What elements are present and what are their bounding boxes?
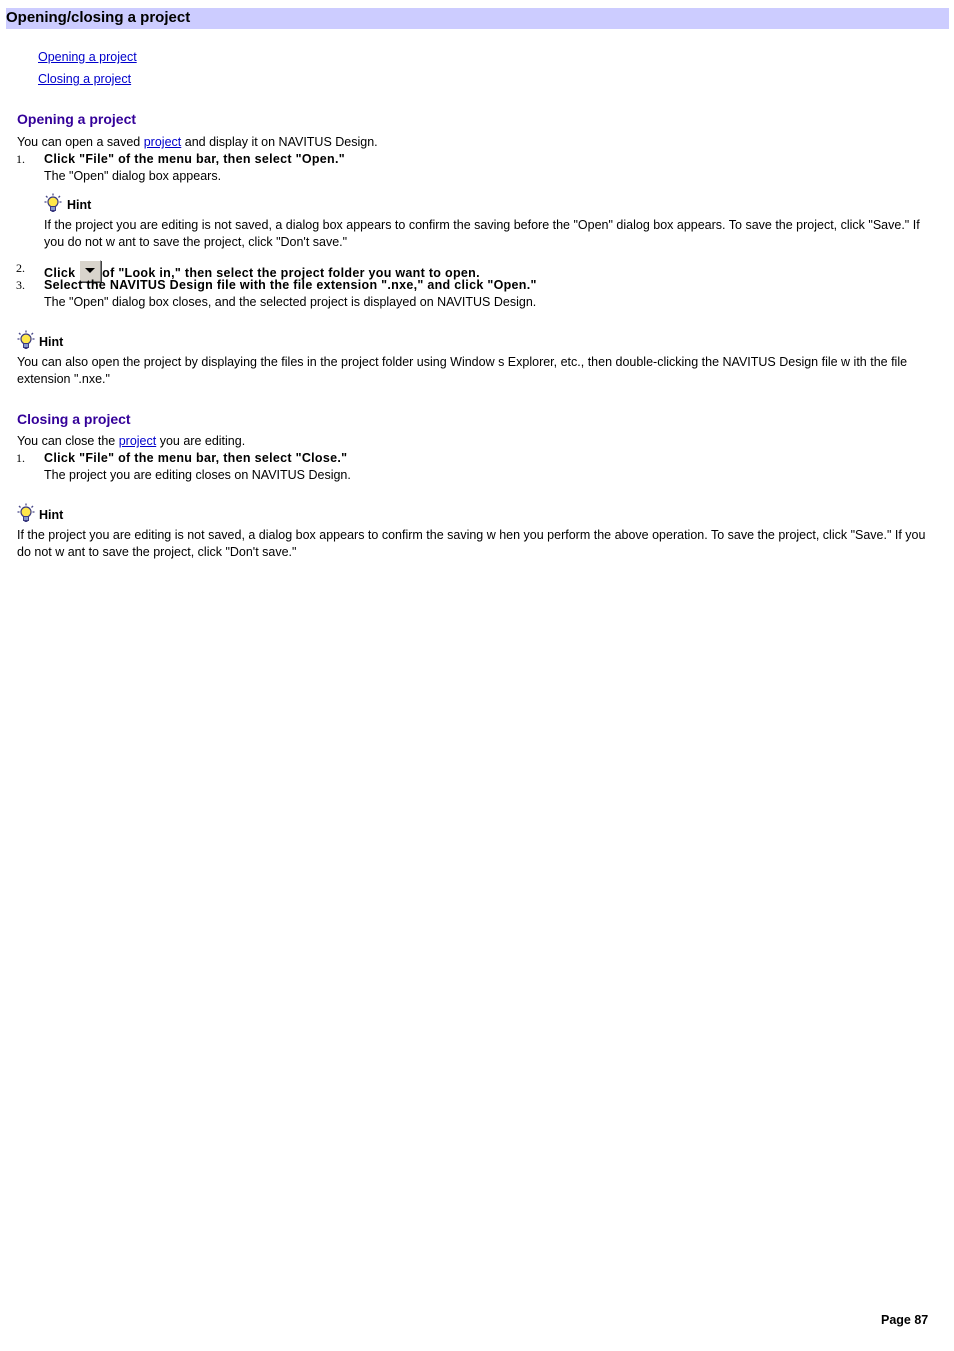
page-number: Page 87 — [881, 1313, 929, 1327]
section-heading-closing: Closing a project — [17, 411, 131, 427]
closing-intro-after: you are editing. — [156, 434, 246, 448]
hint-text: You can also open the project by displaying the files in the project folder using Window s Explorer, etc., then double-clicking the NAVITUS Design file w ith the file extension ".nxe." — [17, 355, 908, 386]
opening-step2-before: Click — [44, 266, 80, 280]
opening-step3-text: Select the NAVITUS Design file with the file extension ".nxe," and click "Open." — [44, 278, 537, 292]
opening-intro-after: and display it on NAVITUS Design. — [181, 135, 378, 149]
closing-intro-before: You can close the — [17, 434, 119, 448]
opening-step3-note: The "Open" dialog box closes, and the selected project is displayed on NAVITUS Design. — [44, 295, 537, 309]
title-bar — [6, 8, 949, 29]
lightbulb-icon — [44, 193, 62, 213]
project-link-closing[interactable]: project — [118, 434, 157, 448]
opening-intro-before: You can open a saved — [17, 135, 144, 149]
page-title: Opening/closing a project — [6, 9, 191, 26]
opening-step1-note: The "Open" dialog box appears. — [44, 169, 222, 183]
section-heading-opening: Opening a project — [17, 111, 137, 127]
closing-step1-text: Click "File" of the menu bar, then select "Close." — [44, 451, 348, 465]
toc-link-opening[interactable]: Opening a project — [38, 50, 137, 64]
opening-step1-text: Click "File" of the menu bar, then select "Open." — [44, 152, 345, 166]
hint-label: Hint — [67, 198, 92, 212]
lightbulb-icon — [17, 330, 35, 350]
step-number: 2. — [16, 261, 25, 275]
hint-text: If the project you are editing is not saved, a dialog box appears to confirm the saving w hen you perform the above operation. To save the project, click "Save." If you do not w ant to save the project, click "Don't save." — [17, 528, 926, 559]
closing-step1-note: The project you are editing closes on NAVITUS Design. — [44, 468, 351, 482]
hint-text: If the project you are editing is not saved, a dialog box appears to confirm the saving before the "Open" dialog box appears. To save the project, click "Save." If you do not w ant to save the project, click "Don't save." — [44, 218, 920, 249]
step-number: 1. — [16, 152, 25, 166]
opening-intro — [17, 134, 378, 151]
toc-link-closing[interactable]: Closing a project — [38, 72, 132, 86]
hint-label: Hint — [39, 335, 64, 349]
opening-step2-after: of "Look in," then select the project folder you want to open. — [102, 266, 480, 280]
hint-label: Hint — [39, 508, 64, 522]
lightbulb-icon — [17, 503, 35, 523]
step-number: 1. — [16, 451, 25, 465]
step-number: 3. — [16, 278, 25, 292]
project-link-opening[interactable]: project — [143, 135, 182, 149]
closing-intro — [17, 433, 245, 450]
